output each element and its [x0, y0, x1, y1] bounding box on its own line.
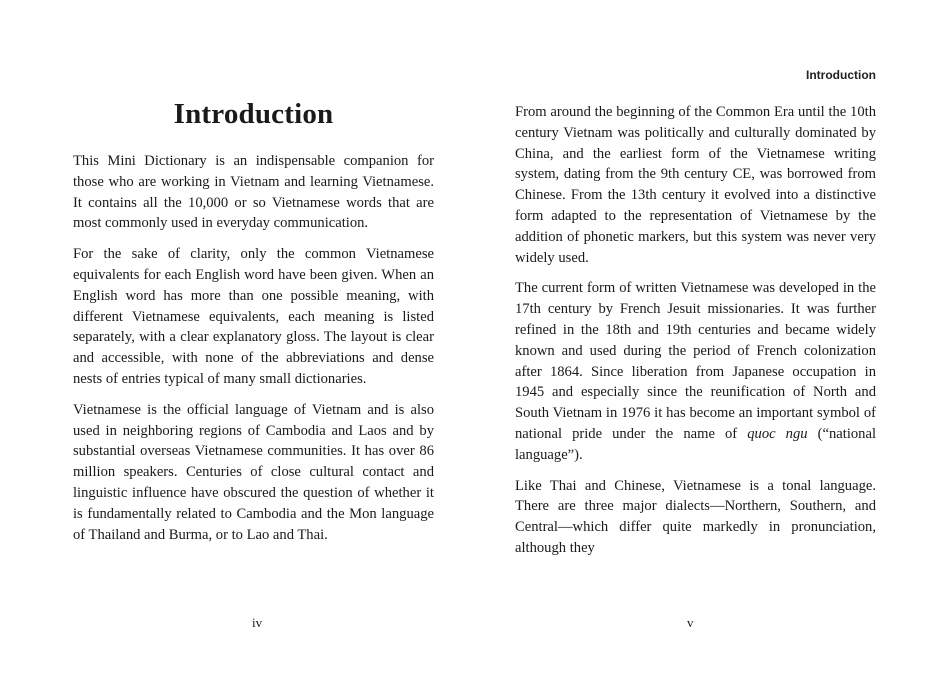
page-number: v — [687, 615, 694, 630]
paragraph — [515, 278, 876, 465]
paragraph: This Mini Dictionary is an indispensable companion for those who are working in Vietnam and learning Vietnamese. It contains all the 10,000 or so Vietnamese words that are most commonly used in everyday communication. — [73, 153, 434, 232]
chapter-title: Introduction — [173, 98, 334, 130]
paragraph: Like Thai and Chinese, Vietnamese is a tonal language. There are three major dialects—Northern, Southern, and Central—which differ quite markedly in pronunciation, although they — [515, 477, 876, 556]
paragraph: From around the beginning of the Common Era until the 10th century Vietnam was politically and culturally dominated by China, and the earliest form of the Vietnamese writing system, dating from the 9th century CE, was borrowed from Chinese. From the 13th century it evolved into a distinctive form adapted to the representation of Vietnamese by the addition of phonetic markers, but this system was never very widely used. — [515, 104, 876, 266]
right-text-block — [515, 102, 876, 569]
italic-term: quoc ngu — [747, 425, 808, 442]
paragraph-text: The current form of written Vietnamese was developed in the 17th century by French Jesuit missionaries. It was further refined in the 18th and 19th centuries and became widely known and used during the period of French colonization after 1864. Since liberation from Japanese occupation in 1945 and especially since the reunification of North and South Vietnam in 1976 it has become an important symbol of national pride under the name of — [515, 280, 876, 442]
paragraph: Vietnamese is the official language of Vietnam and is also used in neighboring regions of Cambodia and Laos and by substantial overseas Vietnamese communities. It has over 86 million speakers. Centuries of close cultural contact and linguistic influence have obscured the question of whether it is fundamentally related to Cambodia and the Mon language of Thailand and Burma, or to Lao and Thai. — [73, 401, 434, 543]
paragraph: For the sake of clarity, only the common Vietnamese equivalents for each English word have been given. When an English word has more than one possible meaning, with different Vietnamese equivalents, each meaning is listed separately, with a clear explanatory gloss. The layout is clear and accessible, with none of the abbreviations and dense nests of entries typical of many small dictionaries. — [73, 246, 434, 387]
left-text-block — [73, 151, 434, 555]
paragraph-text: (“national language”). — [515, 425, 876, 463]
right-page — [475, 0, 950, 688]
running-head: Introduction — [806, 68, 876, 82]
page-number: iv — [252, 615, 263, 630]
